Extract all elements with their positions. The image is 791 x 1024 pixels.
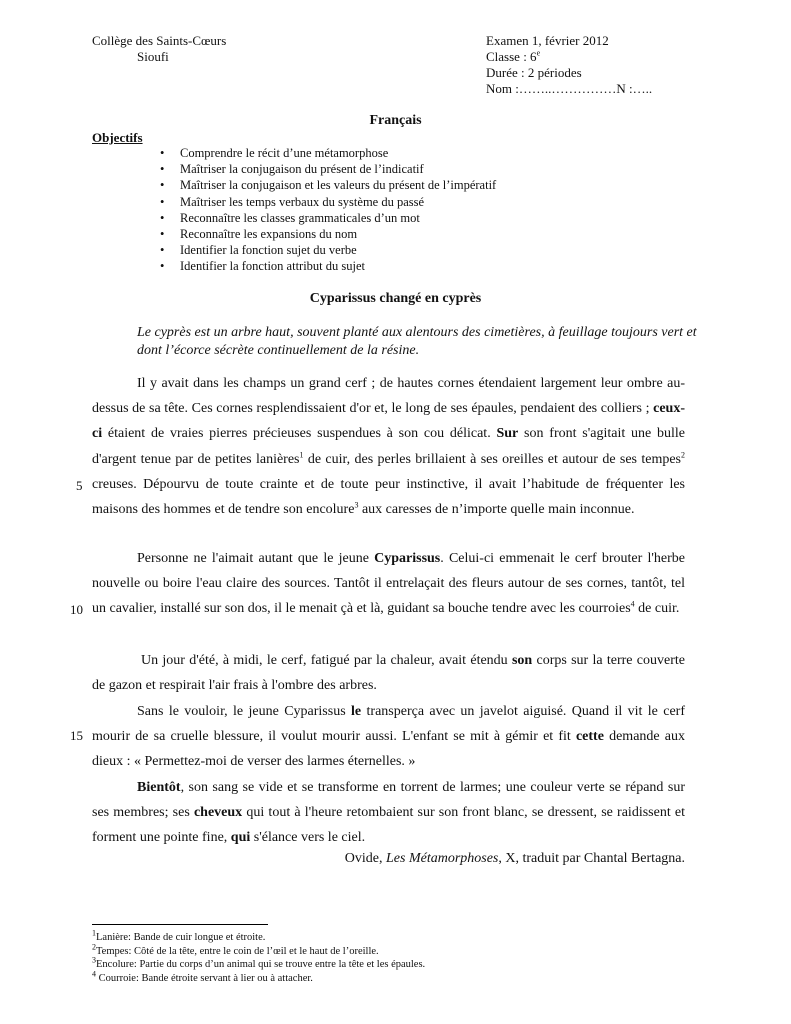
objective-item: • Maîtriser les temps verbaux du système du passé xyxy=(160,194,425,209)
paragraph-4: Sans le vouloir, le jeune Cyparissus le transperça avec un javelot aiguisé. Quand il vit le cerf mourir de sa cruelle blessure, il voulut mourir aussi. L'enfant se mit à gémir et fit cette demande aux dieux : « Permettez-moi de verser des larmes éternelles. » xyxy=(92,704,686,770)
footnote-item: $^4$ Courroie: Bande étroite servant à lier ou à attacher. xyxy=(92,969,313,984)
bold-word: le xyxy=(351,704,362,719)
bold-word: Sur xyxy=(496,426,519,442)
bold-word: Cyparissus xyxy=(374,551,441,566)
name-field-line: Nom :……..……………N :….. xyxy=(486,81,653,96)
footnote-item: $^3$Encolure: Partie du corps d’un animal qui se trouve entre la tête et les épaules. xyxy=(92,955,426,971)
footnote-ref: 4 xyxy=(630,599,635,609)
footnote-ref: 3 xyxy=(354,500,359,510)
objective-item: • Reconnaître les classes grammaticales d’un mot xyxy=(160,210,420,225)
duration-info: Durée : 2 périodes xyxy=(486,65,582,80)
bold-word: Bientôt xyxy=(137,780,181,795)
text-title: Cyparissus changé en cyprès xyxy=(309,291,482,306)
bullet-icon: • xyxy=(160,194,165,209)
bullet-icon: • xyxy=(160,178,165,193)
line-number: 5 xyxy=(76,478,83,493)
paragraph-3: Un jour d'été, à midi, le cerf, fatigué par la chaleur, avait étendu son corps sur la terre couverte de gazon et respirait l'air frais à l'ombre des arbres. xyxy=(92,653,686,694)
class-label: Classe : 6 xyxy=(486,49,537,64)
footnote-item: $^2$Tempes: Côté de la tête, entre le coin de l’œil et le haut de l’oreille. xyxy=(92,942,379,957)
bold-word: qui xyxy=(230,830,251,846)
objective-item: • Identifier la fonction sujet du verbe xyxy=(160,243,357,258)
exam-info: Examen 1, février 2012 xyxy=(486,33,609,48)
subject-title: Français xyxy=(369,113,422,128)
bullet-icon: • xyxy=(160,162,165,177)
paragraph-1: Il y avait dans les champs un grand cerf ; de hautes cornes étendaient largement leur ombre au-dessus de sa tête. Ces cornes resplendissaient d'or et, le long de ses épaules, pendaient des colliers ; ceux-ci étaient de vraies pierres précieuses suspendues à son cou délicat. Sur son front s'agitait une bulle d'argent tenue par de petites lanières$^1$ de cuir, des perles brillaient à ses oreilles et autour de ses tempes$^2$ creuses. Dépourvu de toute crainte et de toute peur instinctive, il avait l’habitude de fréquenter les maisons des hommes et de tendre son encolure$^3$ aux caresses de n’importe quelle main inconnue. xyxy=(92,376,685,518)
school-location: Sioufi xyxy=(137,49,169,64)
bullet-icon: • xyxy=(160,259,165,274)
class-superscript: e xyxy=(536,48,541,58)
objective-item: • Maîtriser la conjugaison du présent de l’indicatif xyxy=(160,162,424,177)
bold-word: cette xyxy=(575,729,604,745)
class-info xyxy=(486,49,540,65)
footnote-ref: 2 xyxy=(681,449,685,459)
line-number: 10 xyxy=(70,602,83,617)
bullet-icon: • xyxy=(160,227,165,242)
objectives-heading: Objectifs xyxy=(92,130,143,145)
line-number: 15 xyxy=(70,728,83,743)
objective-item: • Comprendre le récit d’une métamorphose xyxy=(160,146,389,160)
bold-word: son xyxy=(511,653,533,668)
objective-item: • Maîtriser la conjugaison et les valeurs du présent de l’impératif xyxy=(160,178,497,193)
bullet-icon: • xyxy=(160,210,165,225)
source-citation: Ovide, Les Métamorphoses, X, traduit par Chantal Bertagna. xyxy=(344,851,685,866)
bullet-icon: • xyxy=(160,146,165,160)
footnote-divider xyxy=(92,924,268,925)
intro-text: Le cyprès est un arbre haut, souvent planté aux alentours des cimetières, à feuillage toujours vert et dont l’écorce sécrète continuellement de la résine. xyxy=(137,325,697,358)
paragraph-2: Personne ne l'aimait autant que le jeune Cyparissus. Celui-ci emmenait le cerf brouter l'herbe nouvelle ou boire l'eau claire des sources. Tantôt il entrelaçait des fleurs autour de ses cornes, tantôt, tel un cavalier, installé sur son dos, il le menait çà et là, guidant sa bouche tendre avec les courroies$^4$ de cuir. xyxy=(92,551,685,617)
footnote-item: $^1$Lanière: Bande de cuir longue et étroite. xyxy=(92,928,266,943)
objectives-list xyxy=(160,145,496,275)
footnote-ref: 1 xyxy=(299,449,304,459)
work-title: Les Métamorphoses xyxy=(386,851,499,866)
footnotes xyxy=(92,928,692,985)
objective-item: • Identifier la fonction attribut du sujet xyxy=(160,259,366,274)
objective-item: • Reconnaître les expansions du nom xyxy=(160,227,358,242)
bold-word: ceux-ci xyxy=(92,401,685,442)
paragraph-5: Bientôt, son sang se vide et se transforme en torrent de larmes; une couleur verte se répand sur ses membres; ses cheveux qui tout à l'heure retombaient sur son front blanc, se dressent, se raidissent et forment une pointe fine, qui s'élance vers le ciel. xyxy=(92,780,685,846)
school-name: Collège des Saints-Cœurs xyxy=(92,33,227,48)
bold-word: cheveux xyxy=(193,805,243,821)
bullet-icon: • xyxy=(160,243,165,258)
